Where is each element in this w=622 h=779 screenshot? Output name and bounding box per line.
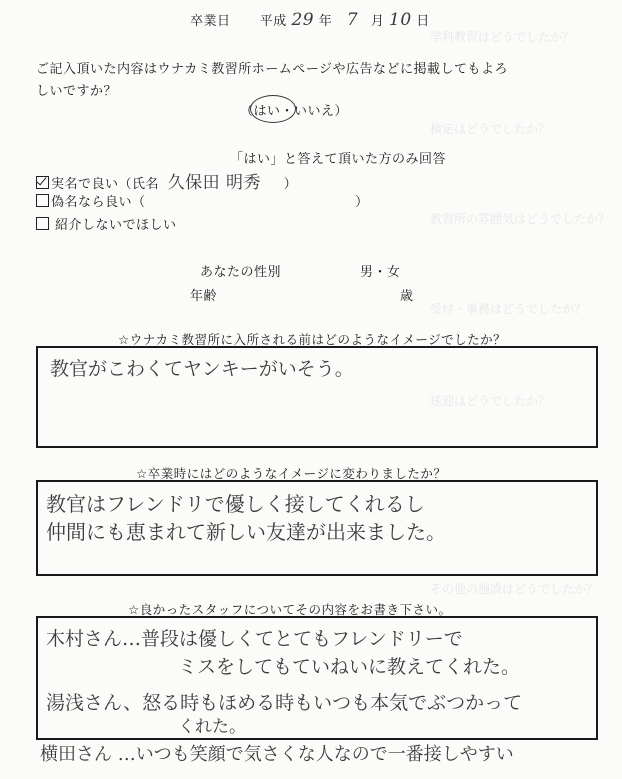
q3-answer-line4: くれた。 [178, 717, 246, 737]
q3-question: ☆良かったスタッフについてその内容をお書き下さい。 [128, 602, 452, 617]
q2-answer-line2: 仲間にも恵まれて新しい友達が出来ました。 [46, 520, 446, 544]
yes-selection-circle [250, 95, 296, 123]
q1-answer-box [36, 346, 598, 448]
era-label: 平成 [259, 14, 287, 29]
gender-options: 男・女 [360, 265, 401, 280]
q2-answer-line1: 教官はフレンドリで優しく接してくれるし [46, 492, 425, 516]
graduation-date [190, 10, 430, 30]
option-no-intro-label: 紹介しないでほしい [55, 218, 177, 233]
yes-only-note: 「はい」と答えて頂いた方のみ回答 [230, 152, 447, 167]
consent-options: （はい・いいえ） [240, 104, 349, 119]
consent-question-line1: ご記入頂いた内容はウナカミ教習所ホームページや広告などに掲載してもよろ [36, 62, 508, 77]
bleed-through-text: その他の施設はどうでしたか？ [430, 582, 599, 596]
no-intro-checkbox[interactable] [36, 217, 49, 230]
q2-question: ☆卒業時にはどのようなイメージに変わりましたか？ [136, 466, 447, 481]
option-pseudonym[interactable] [36, 191, 369, 210]
bleed-through-text: 検定はどうでしたか？ [430, 122, 551, 136]
grad-label: 卒業日 [190, 14, 231, 29]
year-unit: 年 [318, 14, 333, 29]
day-unit: 日 [416, 14, 430, 29]
bleed-through-text: 教習所の雰囲気はどうでしたか？ [430, 212, 611, 226]
q2-answer-box [36, 480, 598, 576]
bleed-through-text: 送迎はどうでしたか？ [430, 394, 551, 408]
age-label: 年齢 [190, 289, 218, 304]
option-pseudonym-label: 偽名なら良い（ [51, 195, 146, 210]
gender-label: あなたの性別 [200, 265, 282, 280]
age-unit: 歳 [400, 289, 414, 304]
month-unit: 月 [370, 14, 385, 29]
q3-answer-line1: 木村さん…普段は優しくてとてもフレンドリーで [46, 628, 463, 650]
q1-question: ☆ウナカミ教習所に入所される前はどのようなイメージでしたか？ [118, 332, 507, 347]
grad-day: 10 [389, 10, 412, 30]
consent-question-line2: しいですか？ [36, 84, 118, 99]
pseudonym-checkbox[interactable] [36, 194, 49, 207]
option-real-name-label: 実名で良い（氏名 [51, 177, 160, 192]
grad-year: 29 [291, 10, 315, 30]
option-real-name-close: ） [283, 177, 298, 192]
q3-answer-line2: ミスをしてもていねいに教えてくれた。 [178, 656, 521, 678]
q1-answer: 教官がこわくてヤンキーがいそう。 [50, 358, 354, 380]
q3-answer-box [36, 616, 598, 740]
option-no-intro[interactable] [36, 214, 177, 233]
q3-answer-line5: 横田さん …いつも笑顔で気さくな人なので一番接しやすい [40, 744, 514, 765]
bleed-through-text: 受付・事務はどうでしたか？ [430, 302, 587, 316]
option-real-name[interactable] [36, 168, 297, 193]
grad-month: 7 [346, 10, 359, 30]
bleed-through-text: 学科教習はどうでしたか？ [430, 30, 575, 44]
real-name-checkbox[interactable] [36, 176, 49, 189]
real-name-value: 久保田 明秀 [167, 173, 262, 193]
option-pseudonym-close: ） [355, 195, 369, 210]
q3-answer-line3: 湯浅さん、怒る時もほめる時もいつも本気でぶつかって [46, 692, 523, 714]
